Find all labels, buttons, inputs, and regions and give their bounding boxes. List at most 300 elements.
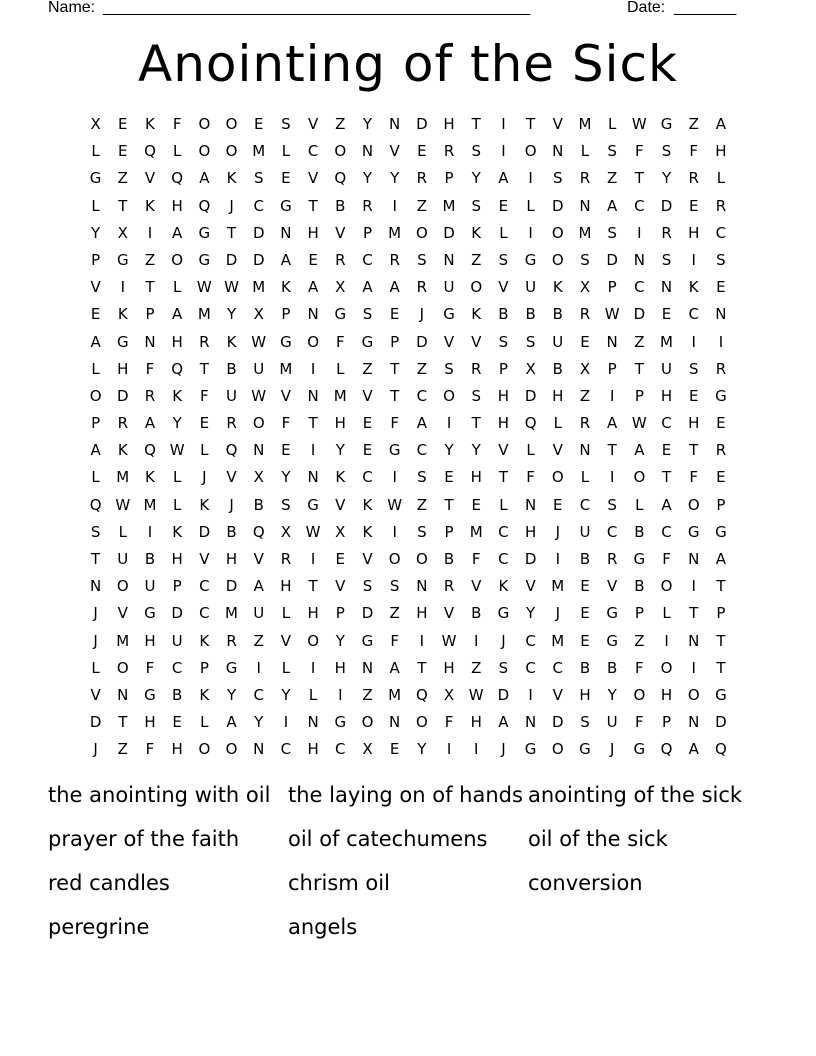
grid-letter: P <box>390 332 400 351</box>
grid-letter: N <box>307 468 319 487</box>
grid-letter: R <box>226 631 237 650</box>
grid-letter: W <box>387 495 403 514</box>
grid-letter: Q <box>144 441 156 460</box>
grid-letter: I <box>310 359 316 378</box>
grid-letter: O <box>415 223 428 242</box>
grid-letter: V <box>362 386 373 405</box>
grid-row <box>82 193 735 220</box>
grid-letter: E <box>308 250 318 269</box>
grid-letter: U <box>253 604 265 623</box>
grid-letter: V <box>335 495 346 514</box>
grid-letter: O <box>443 386 455 405</box>
grid-letter: N <box>606 332 618 351</box>
grid-letter: H <box>524 522 537 541</box>
grid-letter: K <box>145 196 155 215</box>
grid-letter: C <box>416 386 428 405</box>
page-title: Anointing of the Sick <box>138 35 678 93</box>
grid-letter: X <box>280 522 292 541</box>
date-label: Date: <box>627 0 666 16</box>
grid-letter: T <box>91 550 101 568</box>
grid-letter: T <box>634 359 644 378</box>
grid-letter: U <box>525 278 537 297</box>
grid-letter: H <box>334 414 346 433</box>
grid-letter: V <box>199 550 210 568</box>
grid-row <box>82 655 735 682</box>
grid-letter: D <box>633 305 646 324</box>
grid-letter: K <box>498 577 509 596</box>
grid-letter: U <box>552 332 564 351</box>
grid-letter: C <box>416 441 428 460</box>
grid-letter: V <box>471 577 482 596</box>
grid-letter: Y <box>226 685 237 704</box>
grid-letter: G <box>198 250 211 269</box>
grid-letter: P <box>634 386 644 405</box>
grid-letter: J <box>93 631 98 650</box>
grid-letter: G <box>144 604 156 623</box>
grid-letter: O <box>524 142 537 161</box>
grid-letter: O <box>225 115 238 133</box>
grid-letter: V <box>307 169 319 188</box>
grid-letter: H <box>552 386 564 405</box>
grid-letter: E <box>172 713 182 732</box>
grid-letter: K <box>280 278 291 297</box>
grid-letter: F <box>145 740 155 759</box>
grid-letter: S <box>607 223 617 242</box>
grid-letter: Z <box>416 359 427 378</box>
grid-letter: X <box>253 305 264 324</box>
date-line: _______ <box>674 0 737 16</box>
grid-letter: M <box>143 495 157 514</box>
grid-letter: Y <box>526 604 536 623</box>
grid-letter: O <box>116 577 129 596</box>
grid-letter: O <box>307 631 319 650</box>
grid-letter: Y <box>172 414 182 433</box>
grid-letter: Q <box>252 522 265 541</box>
grid-letter: N <box>253 740 265 759</box>
grid-letter: H <box>470 713 482 732</box>
grid-letter: L <box>172 142 182 161</box>
grid-letter: Z <box>416 495 427 514</box>
grid-letter: I <box>392 468 397 487</box>
grid-letter: U <box>579 522 591 541</box>
grid-letter: K <box>117 305 128 324</box>
grid-letter: K <box>552 278 563 297</box>
grid-letter: I <box>147 223 153 242</box>
grid-letter: D <box>171 604 183 623</box>
grid-letter: A <box>307 278 319 297</box>
grid-letter: K <box>226 169 237 188</box>
grid-letter: I <box>528 223 533 242</box>
grid-letter: P <box>716 604 726 623</box>
grid-letter: O <box>633 685 646 704</box>
grid-letter: O <box>660 577 673 596</box>
grid-letter: C <box>253 196 264 215</box>
grid-letter: O <box>361 713 374 732</box>
grid-letter: G <box>606 604 618 623</box>
grid-letter: Z <box>362 685 373 704</box>
grid-letter: Q <box>89 495 102 514</box>
grid-letter: R <box>661 223 672 242</box>
grid-letter: W <box>251 386 267 405</box>
grid-letter: S <box>362 577 373 596</box>
grid-letter: L <box>281 142 291 161</box>
grid-letter: I <box>310 550 316 568</box>
grid-letter: L <box>200 713 209 732</box>
grid-letter: A <box>498 713 509 732</box>
grid-letter: H <box>307 604 319 623</box>
grid-letter: K <box>471 223 482 242</box>
grid-letter: R <box>389 250 400 269</box>
grid-letter: F <box>390 631 399 650</box>
grid-letter: G <box>660 115 673 133</box>
grid-letter: X <box>253 468 264 487</box>
grid-letter: V <box>335 577 346 596</box>
grid-letter: H <box>307 740 319 759</box>
grid-letter: J <box>555 522 560 541</box>
grid-letter: L <box>200 441 209 460</box>
grid-letter: A <box>661 495 672 514</box>
grid-letter: O <box>89 386 102 405</box>
grid-letter: N <box>361 658 374 677</box>
grid-row <box>82 165 735 192</box>
grid-letter: O <box>551 740 564 759</box>
word-list-item: conversion <box>528 871 643 895</box>
grid-row <box>82 220 735 247</box>
grid-letter: R <box>606 550 618 568</box>
word-list-item: red candles <box>48 871 170 895</box>
grid-letter: M <box>116 468 130 487</box>
grid-letter: E <box>688 196 699 215</box>
grid-letter: W <box>196 278 212 297</box>
grid-letter: S <box>661 142 672 161</box>
grid-letter: N <box>579 196 591 215</box>
grid-letter: W <box>251 332 267 351</box>
grid-letter: O <box>198 115 211 133</box>
grid-letter: D <box>524 550 537 568</box>
grid-letter: D <box>606 250 618 269</box>
grid-letter: N <box>524 495 537 514</box>
grid-letter: H <box>334 658 346 677</box>
grid-letter: D <box>252 223 265 242</box>
grid-letter: K <box>362 495 373 514</box>
grid-letter: T <box>661 468 672 487</box>
grid-letter: T <box>417 658 427 677</box>
grid-letter: H <box>497 414 510 433</box>
grid-letter: N <box>579 441 591 460</box>
grid-letter: V <box>607 577 618 596</box>
grid-letter: N <box>715 305 727 324</box>
grid-letter: S <box>417 250 427 269</box>
grid-letter: O <box>171 250 184 269</box>
grid-letter: S <box>281 495 291 514</box>
grid-letter: J <box>93 604 98 623</box>
grid-letter: D <box>225 250 238 269</box>
grid-letter: Z <box>253 631 264 650</box>
grid-letter: T <box>308 414 318 433</box>
grid-letter: J <box>202 468 207 487</box>
grid-letter: I <box>474 631 479 650</box>
grid-letter: H <box>688 223 700 242</box>
grid-letter: I <box>609 468 615 487</box>
grid-letter: Q <box>524 414 537 433</box>
grid-letter: Q <box>660 740 673 759</box>
grid-letter: N <box>253 441 265 460</box>
grid-letter: G <box>334 305 347 324</box>
grid-letter: I <box>120 278 125 297</box>
grid-letter: V <box>362 550 373 568</box>
grid-letter: E <box>553 495 563 514</box>
grid-letter: N <box>307 305 319 324</box>
grid-row <box>82 573 735 600</box>
grid-letter: Q <box>415 685 428 704</box>
grid-letter: A <box>389 278 400 297</box>
grid-letter: H <box>579 685 591 704</box>
grid-letter: M <box>578 115 592 133</box>
grid-letter: U <box>226 386 238 405</box>
grid-letter: O <box>116 658 129 677</box>
grid-letter: H <box>171 332 183 351</box>
grid-letter: B <box>253 495 264 514</box>
grid-letter: E <box>498 196 509 215</box>
grid-letter: M <box>225 604 238 623</box>
grid-letter: Z <box>634 332 645 351</box>
grid-letter: B <box>607 658 618 677</box>
grid-letter: G <box>443 305 455 324</box>
grid-letter: C <box>525 631 536 650</box>
grid-row <box>82 111 735 138</box>
grid-letter: N <box>688 631 700 650</box>
grid-letter: Z <box>634 631 645 650</box>
grid-letter: P <box>172 577 182 596</box>
grid-letter: I <box>147 522 153 541</box>
grid-letter: N <box>416 577 428 596</box>
grid-letter: U <box>117 550 129 568</box>
grid-letter: Z <box>688 115 699 133</box>
grid-letter: I <box>691 577 696 596</box>
word-list-item: the anointing with oil <box>48 783 271 807</box>
word-list-item: oil of the sick <box>528 827 668 851</box>
grid-letter: T <box>471 414 481 433</box>
grid-letter: O <box>307 332 319 351</box>
grid-letter: H <box>307 223 319 242</box>
grid-letter: A <box>172 223 183 242</box>
grid-letter: R <box>416 278 428 297</box>
grid-letter: B <box>634 522 645 541</box>
grid-letter: I <box>310 441 316 460</box>
grid-letter: D <box>416 115 428 133</box>
grid-letter: Y <box>91 223 101 242</box>
grid-row <box>82 682 735 709</box>
grid-letter: V <box>90 685 101 704</box>
grid-letter: B <box>471 604 482 623</box>
grid-letter: Z <box>389 604 400 623</box>
grid-letter: F <box>145 359 155 378</box>
grid-letter: A <box>498 169 509 188</box>
grid-letter: R <box>280 550 292 568</box>
grid-letter: C <box>715 223 727 242</box>
grid-letter: F <box>662 550 671 568</box>
grid-letter: X <box>579 278 591 297</box>
grid-letter: K <box>145 468 155 487</box>
grid-letter: G <box>633 550 646 568</box>
grid-letter: V <box>525 577 536 596</box>
grid-letter: M <box>469 522 483 541</box>
grid-letter: U <box>661 359 673 378</box>
grid-letter: R <box>579 169 591 188</box>
grid-letter: S <box>580 250 590 269</box>
grid-letter: R <box>226 414 237 433</box>
grid-letter: F <box>145 658 155 677</box>
grid-letter: O <box>225 740 238 759</box>
grid-letter: T <box>526 115 536 133</box>
grid-letter: C <box>498 550 509 568</box>
grid-letter: S <box>471 142 481 161</box>
grid-letter: P <box>444 522 454 541</box>
grid-letter: H <box>144 713 156 732</box>
grid-letter: R <box>199 332 210 351</box>
grid-letter: T <box>716 577 726 596</box>
grid-letter: V <box>389 142 400 161</box>
word-list-item: peregrine <box>48 915 150 939</box>
grid-letter: A <box>715 115 727 133</box>
grid-letter: H <box>280 577 292 596</box>
grid-letter: P <box>607 359 617 378</box>
grid-letter: A <box>715 550 727 568</box>
grid-letter: M <box>660 332 673 351</box>
grid-letter: Y <box>335 441 345 460</box>
grid-row <box>82 519 735 546</box>
grid-letter: L <box>499 495 508 514</box>
grid-letter: G <box>280 332 292 351</box>
grid-letter: W <box>169 441 185 460</box>
grid-letter: L <box>172 468 182 487</box>
grid-letter: Z <box>471 658 482 677</box>
grid-letter: E <box>716 414 726 433</box>
grid-letter: S <box>580 713 590 732</box>
grid-letter: B <box>579 550 591 568</box>
grid-letter: J <box>93 740 98 759</box>
grid-letter: L <box>553 414 562 433</box>
grid-letter: S <box>607 142 617 161</box>
grid-letter: L <box>91 142 100 161</box>
grid-letter: E <box>471 495 481 514</box>
grid-letter: N <box>144 332 156 351</box>
grid-letter: P <box>662 713 672 732</box>
grid-letter: M <box>388 223 402 242</box>
grid-letter: L <box>281 658 291 677</box>
grid-letter: A <box>199 169 210 188</box>
grid-letter: I <box>446 740 452 759</box>
grid-letter: I <box>310 658 316 677</box>
grid-letter: N <box>117 685 129 704</box>
grid-letter: Z <box>117 169 128 188</box>
grid-letter: I <box>691 250 696 269</box>
grid-letter: I <box>555 550 560 568</box>
grid-letter: Z <box>335 115 346 133</box>
grid-letter: N <box>524 713 537 732</box>
grid-letter: E <box>661 305 672 324</box>
grid-letter: B <box>552 359 563 378</box>
grid-letter: V <box>117 604 128 623</box>
grid-letter: A <box>389 658 400 677</box>
grid-letter: P <box>91 414 101 433</box>
grid-letter: V <box>498 441 509 460</box>
grid-letter: F <box>635 658 644 677</box>
grid-letter: C <box>335 740 346 759</box>
grid-letter: M <box>551 631 565 650</box>
grid-letter: A <box>90 332 101 351</box>
grid-letter: O <box>660 658 673 677</box>
grid-letter: L <box>635 495 644 514</box>
grid-row <box>82 492 735 519</box>
grid-letter: H <box>416 604 428 623</box>
grid-letter: T <box>226 223 237 242</box>
grid-letter: F <box>390 414 399 433</box>
grid-letter: E <box>716 278 726 297</box>
grid-letter: V <box>335 223 346 242</box>
grid-letter: D <box>552 713 564 732</box>
grid-letter: L <box>607 115 617 133</box>
grid-letter: F <box>335 332 345 351</box>
name-line: ________________________________________________ <box>103 0 531 16</box>
grid-letter: B <box>172 685 183 704</box>
grid-letter: C <box>253 685 264 704</box>
grid-letter: W <box>468 685 484 704</box>
grid-letter: D <box>443 223 455 242</box>
grid-letter: M <box>279 359 293 378</box>
grid-row <box>82 546 735 573</box>
grid-letter: V <box>471 332 482 351</box>
grid-letter: H <box>144 631 156 650</box>
grid-letter: T <box>634 169 644 188</box>
grid-letter: N <box>660 278 673 297</box>
grid-letter: C <box>634 196 645 215</box>
grid-letter: G <box>116 250 129 269</box>
grid-letter: I <box>609 386 615 405</box>
grid-letter: V <box>443 332 455 351</box>
grid-letter: L <box>118 522 127 541</box>
grid-letter: N <box>361 142 374 161</box>
grid-letter: N <box>389 713 401 732</box>
grid-letter: A <box>226 713 237 732</box>
grid-letter: Y <box>281 685 291 704</box>
grid-letter: E <box>281 441 291 460</box>
grid-letter: C <box>579 495 591 514</box>
grid-letter: S <box>498 332 509 351</box>
grid-letter: T <box>689 441 699 460</box>
grid-letter: G <box>524 740 537 759</box>
grid-letter: M <box>551 577 565 596</box>
grid-letter: C <box>280 740 292 759</box>
grid-letter: C <box>525 658 536 677</box>
grid-letter: R <box>443 142 455 161</box>
grid-letter: F <box>689 468 699 487</box>
grid-letter: L <box>91 658 100 677</box>
grid-letter: A <box>253 577 264 596</box>
grid-row <box>82 138 735 165</box>
grid-letter: J <box>501 631 506 650</box>
grid-letter: M <box>252 278 266 297</box>
grid-letter: W <box>224 278 239 297</box>
grid-letter: Q <box>225 441 238 460</box>
grid-letter: Y <box>254 713 264 732</box>
grid-letter: Z <box>117 740 128 759</box>
grid-letter: E <box>580 604 590 623</box>
grid-letter: E <box>335 550 346 568</box>
grid-letter: I <box>718 332 724 351</box>
grid-letter: G <box>198 223 211 242</box>
grid-letter: G <box>307 495 319 514</box>
